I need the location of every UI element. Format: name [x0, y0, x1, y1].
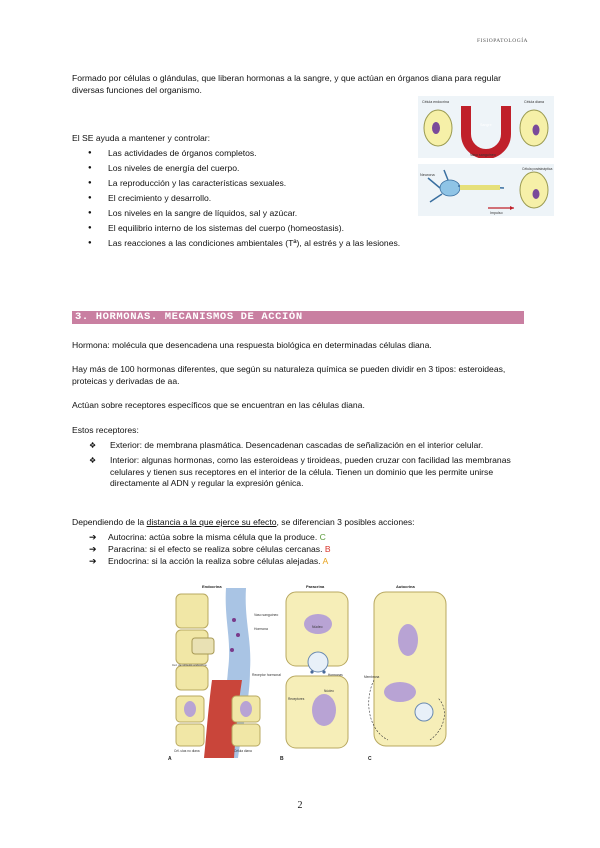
list-item	[72, 531, 532, 543]
distance-paragraph	[72, 516, 532, 528]
fig-label: Hormonas	[328, 673, 343, 677]
list-item	[72, 543, 532, 555]
diamond-bullet-icon: ❖	[89, 441, 97, 450]
signaling-types-figure	[168, 580, 454, 762]
list-item: ● La reproducción y las características sexuales.	[72, 176, 472, 191]
list-item: ● Las actividades de órganos completos.	[72, 146, 472, 161]
list-item	[72, 555, 532, 567]
fig-label: Receptor hormonal	[252, 673, 281, 677]
fig-label: Célula diana	[234, 749, 252, 753]
neuron-signal-figure	[418, 164, 554, 216]
panel-autocrina	[364, 584, 446, 762]
panel-letter: A	[168, 756, 172, 762]
endocrine-cell	[192, 638, 214, 654]
nucleus	[312, 694, 336, 726]
receptor-action: Actúan sobre receptores específicos que se encuentran en las células diana.	[72, 400, 365, 410]
list-item	[72, 455, 532, 490]
panel-label: Paracrina	[306, 584, 325, 589]
nucleus	[304, 614, 332, 634]
hormone-molecule	[236, 633, 240, 637]
section-title: 3. HORMONAS. MECANISMOS DE ACCIÓN	[75, 311, 303, 323]
arrow-icon: ➔	[89, 532, 97, 542]
axon	[460, 185, 500, 190]
endocrine-signal-figure	[418, 96, 554, 158]
vesicle	[308, 652, 328, 672]
fig-label: Núcleo	[312, 625, 323, 629]
non-target-cell	[176, 724, 204, 746]
hormone-molecule	[310, 670, 313, 673]
nucleus	[432, 122, 440, 134]
receptors-lead: Estos receptores:	[72, 425, 139, 435]
list-item	[72, 440, 532, 452]
nucleus	[384, 682, 416, 702]
se-list	[72, 146, 472, 251]
arrow-icon: ➔	[89, 544, 97, 554]
hormone-molecule	[230, 648, 234, 652]
fig-label: Sangre	[480, 123, 492, 127]
nucleus	[240, 701, 252, 717]
arrow-icon: ➔	[89, 556, 97, 566]
hormone-molecule	[232, 618, 236, 622]
hormone-molecule	[322, 670, 325, 673]
action-text: Autocrina: actúa sobre la misma célula que la produce.	[108, 532, 318, 542]
text-span: Dependiendo de la	[72, 517, 147, 527]
list-item: ● El crecimiento y desarrollo.	[72, 191, 472, 206]
nucleus	[533, 189, 540, 199]
list-item: ● Las reacciones a las condiciones ambientales (Tª), al estrés y a las lesiones.	[72, 236, 472, 251]
panel-letter: B	[280, 756, 284, 762]
fig-label: Vaso sanguíneo	[254, 613, 279, 617]
fig-label: Célula diana	[524, 100, 544, 104]
fig-label: Cél. ulas no diana	[174, 749, 200, 753]
target-cell	[232, 724, 260, 746]
fig-label: Hormona	[254, 627, 268, 631]
neuron-body	[440, 180, 460, 196]
list-item: ● El equilibrio interno de los sistemas del cuerpo (homeostasis).	[72, 221, 472, 236]
receptor-text: Interior: algunas hormonas, como las esteroideas y tiroideas, pueden cruzar con facilidad las membranas celulares y tienen sus receptores en el interior de la célula. Tienen un dominio que les permite unirse directamente al ADN y regular la expresión génica.	[110, 454, 511, 489]
hormone-definition: Hormona: molécula que desencadena una respuesta biológica en determinadas células diana.	[72, 340, 432, 350]
panel-label: Autocrina	[396, 584, 415, 589]
text-span: , se diferencian 3 posibles acciones:	[276, 517, 415, 527]
panel-endocrina	[168, 584, 281, 762]
cell	[176, 666, 208, 690]
vesicle	[415, 703, 433, 721]
fig-label: Vaso sanguíneo	[470, 153, 496, 157]
list-item: ● Los niveles en la sangre de líquidos, sal y azúcar.	[72, 206, 472, 221]
nucleus	[533, 125, 540, 136]
fig-label: Cél. de síntesis endocrina	[172, 663, 207, 667]
hormone-types: Hay más de 100 hormonas diferentes, que según su naturaleza química se pueden dividir en 3 tipos: esteroideas, proteicas y derivadas de aa.	[72, 364, 506, 386]
list-item: ● Los niveles de energía del cuerpo.	[72, 161, 472, 176]
action-letter: B	[324, 544, 331, 554]
fig-label: Impulso	[490, 211, 503, 215]
fig-label: Célula postsináptica	[522, 167, 553, 171]
panel-label: Endocrina	[202, 584, 222, 589]
fig-label: Membrana	[364, 675, 380, 679]
cell	[176, 594, 208, 628]
actions-list	[72, 531, 532, 567]
receptor-text: Exterior: de membrana plasmática. Desencadenan cascadas de señalización en el interior celular.	[110, 440, 484, 450]
nucleus	[398, 624, 418, 656]
action-text: Paracrina: si el efecto se realiza sobre células cercanas.	[108, 544, 323, 554]
nucleus	[184, 701, 196, 717]
intro-paragraph: Formado por células o glándulas, que liberan hormonas a la sangre, y que actúan en órganos diana para regular diversas funciones del organismo.	[72, 73, 502, 95]
se-lead: El SE ayuda a mantener y controlar:	[72, 133, 211, 143]
panel-letter: C	[368, 756, 372, 762]
panel-paracrina	[280, 584, 348, 762]
action-letter: C	[319, 532, 326, 542]
running-header: FISIOPATOLOGÍA	[476, 38, 528, 44]
fig-label: Núcleo	[324, 689, 334, 693]
fig-label: Receptores	[288, 697, 305, 701]
underlined-text: distancia a la que ejerce su efecto	[146, 517, 277, 527]
fig-label: Célula endocrina	[422, 100, 449, 104]
autocrine-cell	[374, 592, 446, 746]
action-letter: A	[322, 556, 329, 566]
fig-label: Neurona	[420, 173, 435, 177]
action-text: Endocrina: si la acción la realiza sobre células alejadas.	[108, 556, 321, 566]
receptors-list	[72, 440, 532, 490]
diamond-bullet-icon: ❖	[89, 455, 97, 465]
page-number: 2	[297, 800, 303, 811]
